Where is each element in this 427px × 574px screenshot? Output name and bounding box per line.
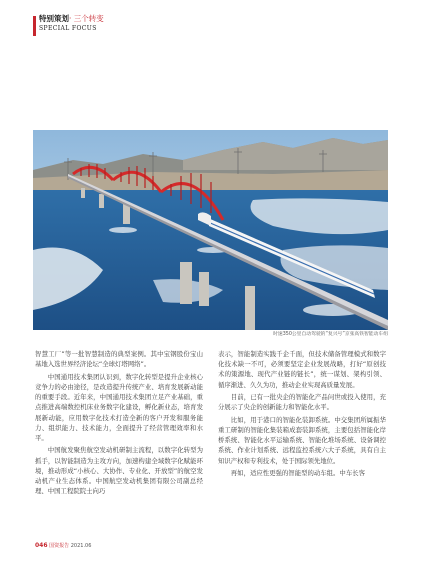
issue-date: 2021.06 [70,543,92,549]
article-column-right [218,349,386,481]
magazine-name: 国资报告 [49,543,70,549]
page-number: 046 [35,542,48,549]
paragraph: 目前，已有一批央企的智能化产品问世或投入使用，充分展示了央企的创新能力和智能化水平。 [218,393,386,412]
paragraph: 中国通用技术集团认识到，数字化转型是提升企业核心竞争力的必由途径，是改造提升传统产业、培育发展新动能的重要手段。近年来，中国通用技术集团立足产业基础，重点推进高端数控机床业务数字化建设，孵化新业态，培育发展新动能，应用数字化技术打造全新的客户开发和服务能力、组织能力、技术能力，全面提升了经营管理效率和水平。 [35,372,203,442]
paragraph: 中国航发聚焦航空发动机研制主流程，以数字化转型为抓手，以智能制造为主攻方向，加速构建全域数字化赋能环境，推动形成“小核心、大协作、专业化、开放型”的航空发动机产业生态体系。中国航空发动机集团有限公司副总经理、中国工程院院士向巧 [35,446,203,496]
paragraph: 表示，智能制造实践千企千面，但技术储备管理模式和数字化技术缺一不可，必须要坚定企业发展战略，打好“原创技术的策源地、现代产业链的链长”，统一谋划、架构引领、循序渐进、久久为功，推动企业实现高质量发展。 [218,350,386,389]
paragraph: 比如，用于港口的智能化装卸系统。中交集团所属振华重工研制的智能化集装箱成套装卸系统，主要包括智能化岸桥系统、智能化水平运输系统、智能化堆场系统、设备调控系统、作业计划系统、远程监控系统六大子系统，具有自主知识产权和专利技术，处于国际领先地位。 [218,415,386,465]
paragraph: 智慧工厂”等一批智慧制造的典型案例。其中宝钢股份宝山基地入选世界经济论坛“全球灯塔网络”。 [35,350,203,369]
article-column-left [35,349,203,499]
section-title [39,14,104,24]
photo-caption: 时速350公里自动驾驶的“复兴号”京张高铁智能动车组 [273,332,388,337]
page-footer [35,542,91,550]
section-name: 特别策划 [39,14,69,23]
section-subtitle: SPECIAL FOCUS [39,25,97,32]
train-bridge-photo [33,130,388,330]
paragraph: 再如，适应性更强的智能型的动车组。中车长客 [230,469,365,478]
header-accent-bar [33,16,36,36]
section-topic: · 三个转变 [69,14,104,23]
